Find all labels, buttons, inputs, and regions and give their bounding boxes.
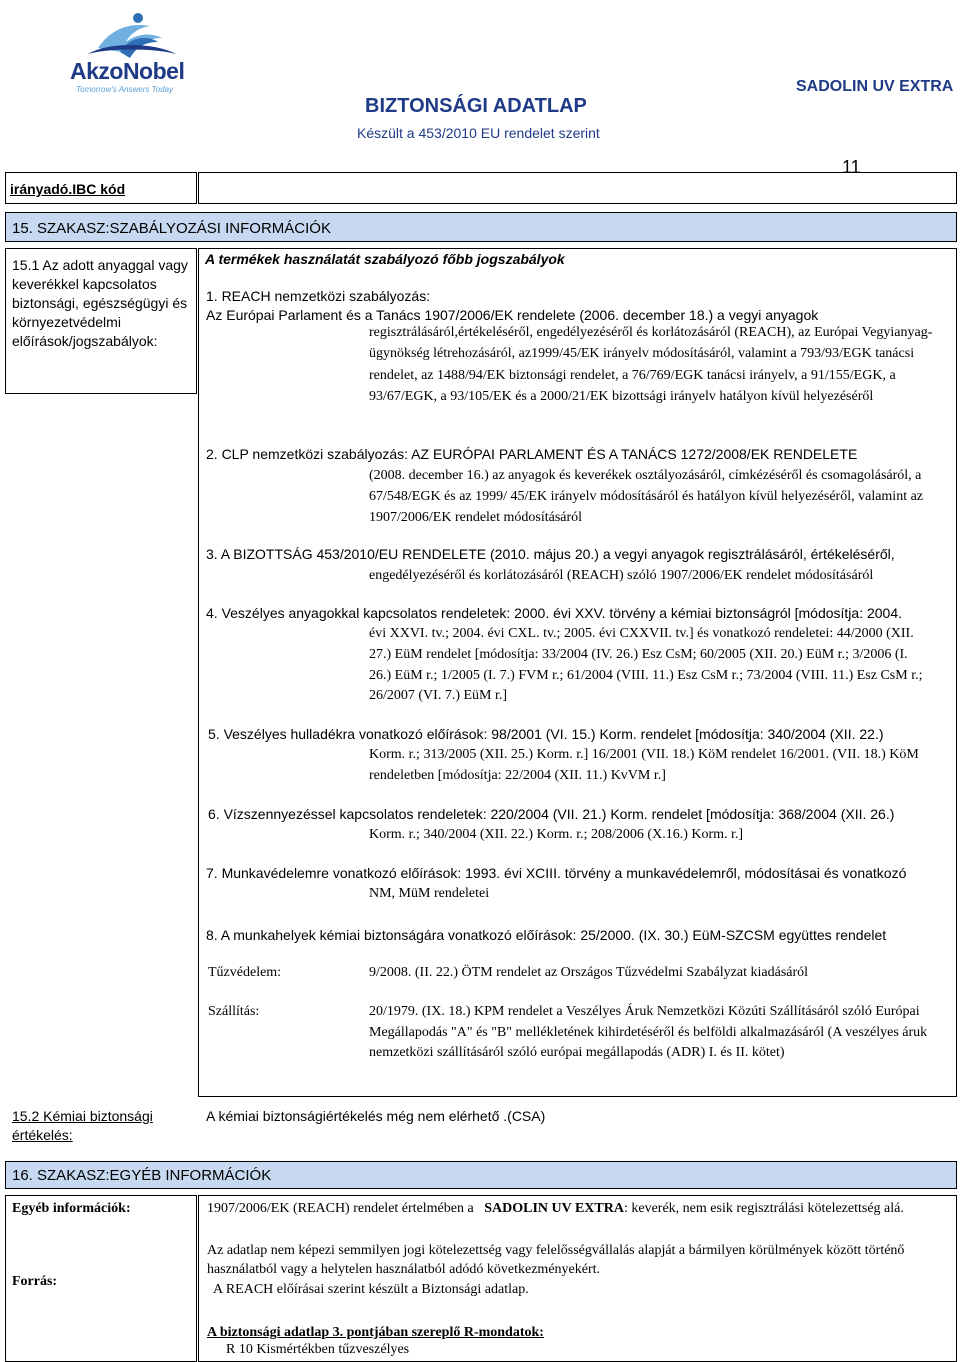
item-5-title: 5. Veszélyes hulladékra vonatkozó előírások: 98/2001 (VI. 15.) Korm. rendelet [módosítja: 340/2004 (XII. 22.) <box>208 726 884 742</box>
section-15-2-label <box>12 1107 192 1145</box>
fire-protection-label: Tűzvédelem: <box>208 965 282 980</box>
section-15-header <box>5 212 957 242</box>
item-8-title: 8. A munkahelyek kémiai biztonságára vonatkozó előírások: 25/2000. (IX. 30.) EüM-SZCSM együttes rendelet <box>206 927 887 943</box>
document-title: BIZTONSÁGI ADATLAP <box>365 95 587 117</box>
document-subtitle: Készült a 453/2010 EU rendelet szerint <box>357 125 600 141</box>
section-15-title: 15. SZAKASZ:SZABÁLYOZÁSI INFORMÁCIÓK <box>12 220 331 237</box>
transport-label: Szállítás: <box>208 1004 260 1019</box>
reach-paragraph <box>207 1199 945 1219</box>
logo-brand: AkzoNobel <box>70 58 185 84</box>
item-7-text: NM, MüM rendeletei <box>369 886 490 901</box>
item-4-title: 4. Veszélyes anyagokkal kapcsolatos rendeletek: 2000. évi XXV. törvény a kémiai biztonságról [módosítja: 2004. <box>206 605 903 621</box>
r-phrases-heading: A biztonsági adatlap 3. pontjában szereplő R-mondatok: <box>207 1325 544 1340</box>
item-2-title: 2. CLP nemzetközi szabályozás: AZ EURÓPAI PARLAMENT ÉS A TANÁCS 1272/2008/EK RENDELETE <box>206 446 858 462</box>
item-6-title: 6. Vízszennyezéssel kapcsolatos rendeletek: 220/2004 (VII. 21.) Korm. rendelet [módosítja: 368/2004 (XII. 26.) <box>208 806 895 822</box>
transport-text: 20/1979. (IX. 18.) KPM rendelet a Veszélyes Áruk Nemzetközi Közúti Szállításáról szóló Európai Megállapodás "A" és "B" mellékletének kihirdetéséről és belföldi alkalmazásáról (A veszélyes áruk nemzetközi szállításáról szóló európai megállapodás (ADR) I. és II. kötet) <box>369 1004 928 1061</box>
section-15-1-heading: A termékek használatát szabályozó főbb jogszabályok <box>205 251 565 267</box>
item-2-text: (2008. december 16.) az anyagok és keverékek osztályozásáról, címkézéséről és csomagolásáról, a 67/548/EGK és az 1999/ 45/EK irányelv módosításáról és hatályon kívül helyezéséről, valamint az 1907/2006/EK rendelet módosításáról <box>369 468 924 525</box>
fire-protection-text: 9/2008. (II. 22.) ÖTM rendelet az Országos Tűzvédelmi Szabályzat kiadásáról <box>369 965 809 980</box>
item-6-text: Korm. r.; 340/2004 (XII. 22.) Korm. r.; 208/2006 (X.16.) Korm. r.] <box>369 827 744 842</box>
item-1-text: regisztrálásáról,értékeléséről, engedélyezéséről és korlátozásáról (REACH), az Európai Vegyianyag-ügynökség létrehozásáról, az1999/45/EK irányelv módosításáról, valamint a 793/93/EGK tanácsi rendelet, az 1488/94/EK biztonsági rendelet, a 76/769/EGK tanácsi irányelv, a 91/155/EGK, a 93/67/EGK, a 93/105/EK és a 2000/21/EK bizottsági irányelv hatályon kívül helyezéséről <box>369 325 933 404</box>
product-name: SADOLIN UV EXTRA <box>796 78 954 95</box>
item-1-line2: Az Európai Parlament és a Tanács 1907/2006/EK rendelete (2006. december 18.) a vegyi anyagok <box>206 307 819 323</box>
reach-source-text: A REACH előírásai szerint készült a Biztonsági adatlap. <box>213 1282 529 1297</box>
reach-paragraph-suffix: : keverék, nem esik regisztrálási kötelezettség alá. <box>623 1201 904 1216</box>
disclaimer-paragraph: Az adatlap nem képezi semmilyen jogi kötelezettség vagy felelősségvállalás alapját a bármilyen körülmények között történő használatból vagy a helytelen használatból adódó következményekért. <box>207 1243 905 1277</box>
r-phrase-1: R 10 Kismértékben tűzveszélyes <box>226 1342 410 1357</box>
reach-paragraph-prefix: 1907/2006/EK (REACH) rendelet értelmében a <box>207 1201 474 1216</box>
item-4-text: évi XXVI. tv.; 2004. évi CXL. tv.; 2005. évi CXXVII. tv.] és vonatkozó rendeletei: 44/2000 (XII. 27.) EüM rendelet [módosítja: 33/2004 (IV. 26.) Esz CsM; 60/2005 (XII. 20.) EüM r.; 3/2006 (I. 26.) EüM r.; 1/2005 (I. 7.) FVM r.; 61/2004 (VIII. 11.) Esz CsM r.; 73/2004 (VIII. 11.) Esz CsM r.; 26/2007 (VI. 7.) EüM r.] <box>369 626 923 704</box>
item-3-title: 3. A BIZOTTSÁG 453/2010/EU RENDELETE (2010. május 20.) a vegyi anyagok regisztrálásáról, értékeléséről, <box>206 546 895 562</box>
page-number: 11 <box>842 157 861 177</box>
section-15-2-label-text: 15.2 Kémiai biztonsági értékelés: <box>12 1108 153 1143</box>
source-label: Forrás: <box>12 1274 58 1289</box>
section-16-header <box>5 1161 957 1189</box>
logo-tagline: Tomorrow's Answers Today <box>76 85 174 94</box>
ibc-label: irányadó.IBC kód <box>10 181 126 197</box>
item-7-title: 7. Munkavédelemre vonatkozó előírások: 1993. évi XCIII. törvény a munkavédelemről, módosításai és vonatkozó <box>206 865 907 881</box>
other-info-label: Egyéb információk: <box>12 1201 131 1216</box>
section-16-title: 16. SZAKASZ:EGYÉB INFORMÁCIÓK <box>12 1167 272 1184</box>
item-1-title: 1. REACH nemzetközi szabályozás: <box>206 288 431 304</box>
section-15-1-label: 15.1 Az adott anyaggal vagy keverékkel kapcsolatos biztonsági, egészségügyi és környezetvédelmi előírások/jogszabályok: <box>12 257 188 349</box>
ibc-row-right <box>198 172 957 204</box>
reach-product: SADOLIN UV EXTRA <box>484 1201 624 1216</box>
item-5-text: Korm. r.; 313/2005 (XII. 25.) Korm. r.] 16/2001 (VII. 18.) KöM rendelet 16/2001. (VII. 18.) KöM rendeletben [módosítja: 22/2004 (XII. 11.) KvVM r.] <box>369 747 919 783</box>
item-3-text: engedélyezéséről és korlátozásáról (REACH) szóló 1907/2006/EK rendelet módosításáról <box>369 568 874 583</box>
section-15-2-text: A kémiai biztonságiértékelés még nem elérhető .(CSA) <box>206 1108 546 1124</box>
